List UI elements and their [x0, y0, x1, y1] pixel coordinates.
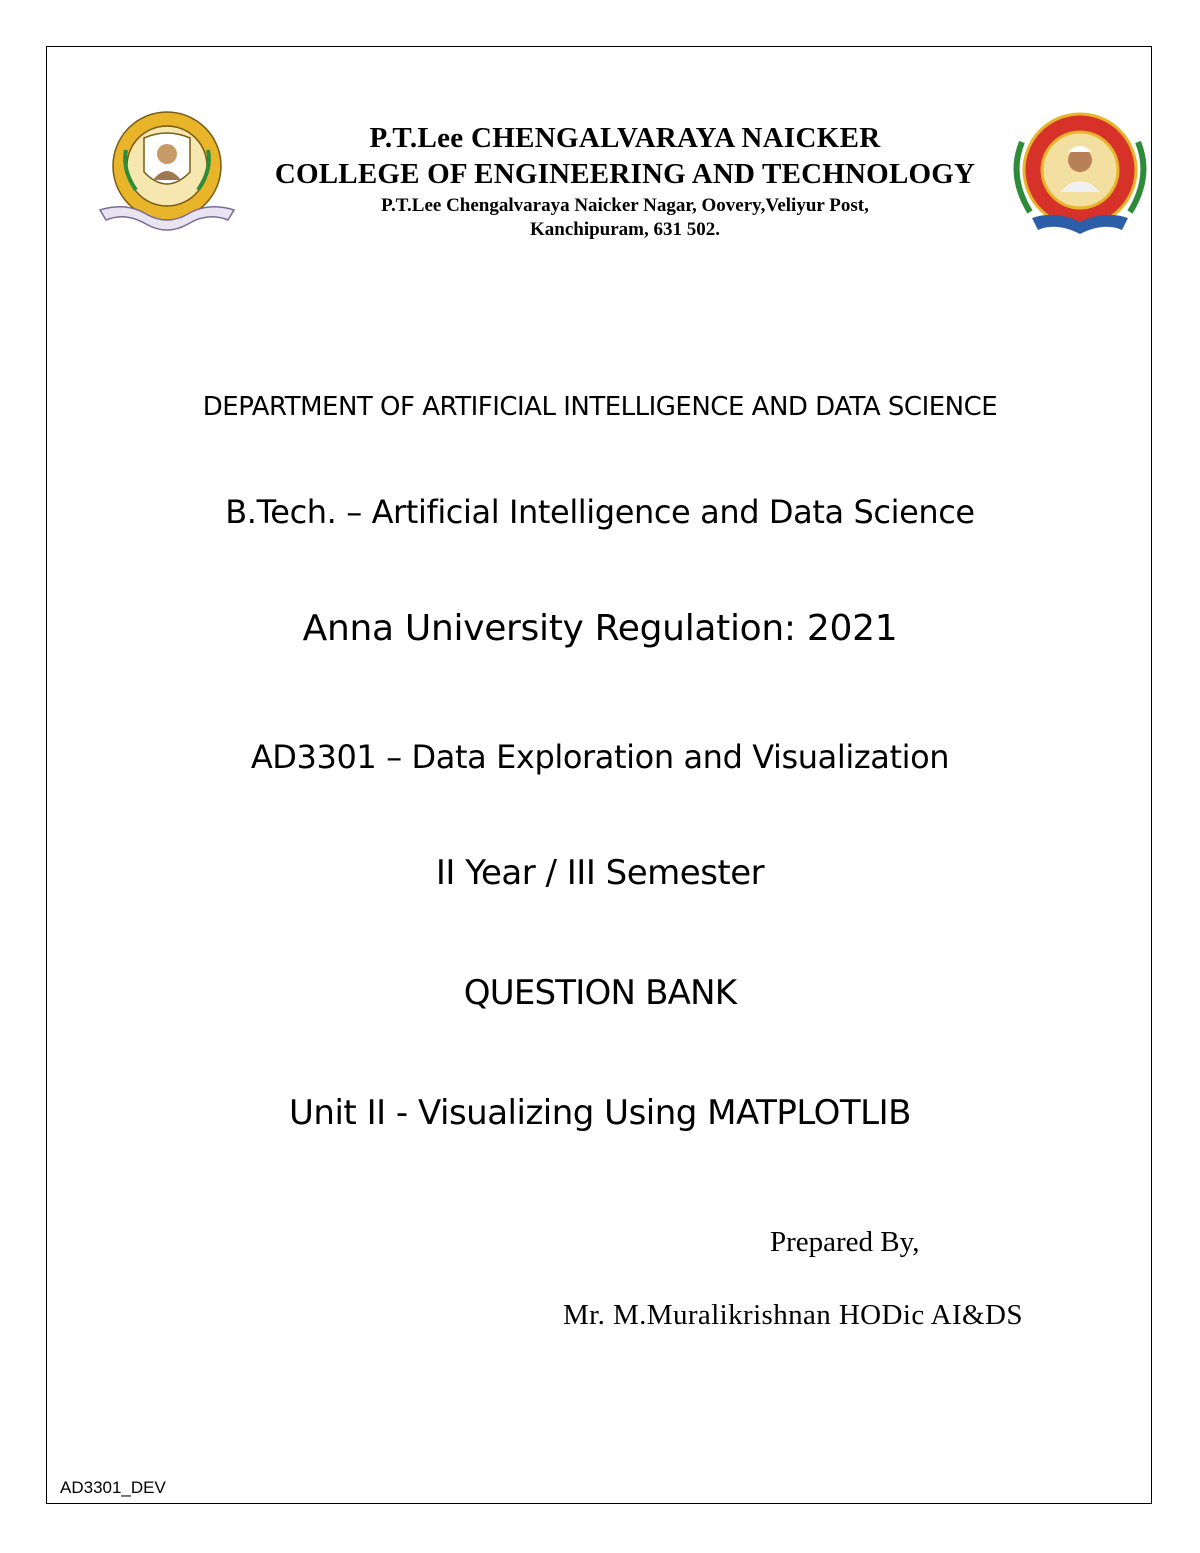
- prepared-by-label: Prepared By,: [770, 1226, 920, 1258]
- college-address-line2: Kanchipuram, 631 502.: [529, 219, 721, 240]
- college-name-line1: P.T.Lee CHENGALVARAYA NAICKER: [369, 122, 881, 154]
- trust-emblem-icon: [1004, 112, 1156, 240]
- college-name-line2: COLLEGE OF ENGINEERING AND TECHNOLOGY: [274, 158, 976, 190]
- footer-code: AD3301_DEV: [60, 1478, 166, 1497]
- college-address-line1: P.T.Lee Chengalvaraya Naicker Nagar, Oovery,Veliyur Post,: [381, 195, 869, 216]
- course-title: AD3301 – Data Exploration and Visualization: [250, 738, 950, 776]
- year-semester: II Year / III Semester: [435, 853, 765, 893]
- unit-title: Unit II - Visualizing Using MATPLOTLIB: [289, 1093, 911, 1133]
- college-header: [240, 120, 1010, 242]
- document-type: QUESTION BANK: [463, 973, 737, 1013]
- college-emblem-icon: [96, 110, 238, 236]
- regulation-title: Anna University Regulation: 2021: [302, 608, 898, 649]
- preparer-name: Mr. M.Muralikrishnan HODic AI&DS: [563, 1299, 1023, 1331]
- department-title: DEPARTMENT OF ARTIFICIAL INTELLIGENCE AND DATA SCIENCE: [202, 392, 998, 422]
- degree-title: B.Tech. – Artificial Intelligence and Data Science: [225, 493, 975, 531]
